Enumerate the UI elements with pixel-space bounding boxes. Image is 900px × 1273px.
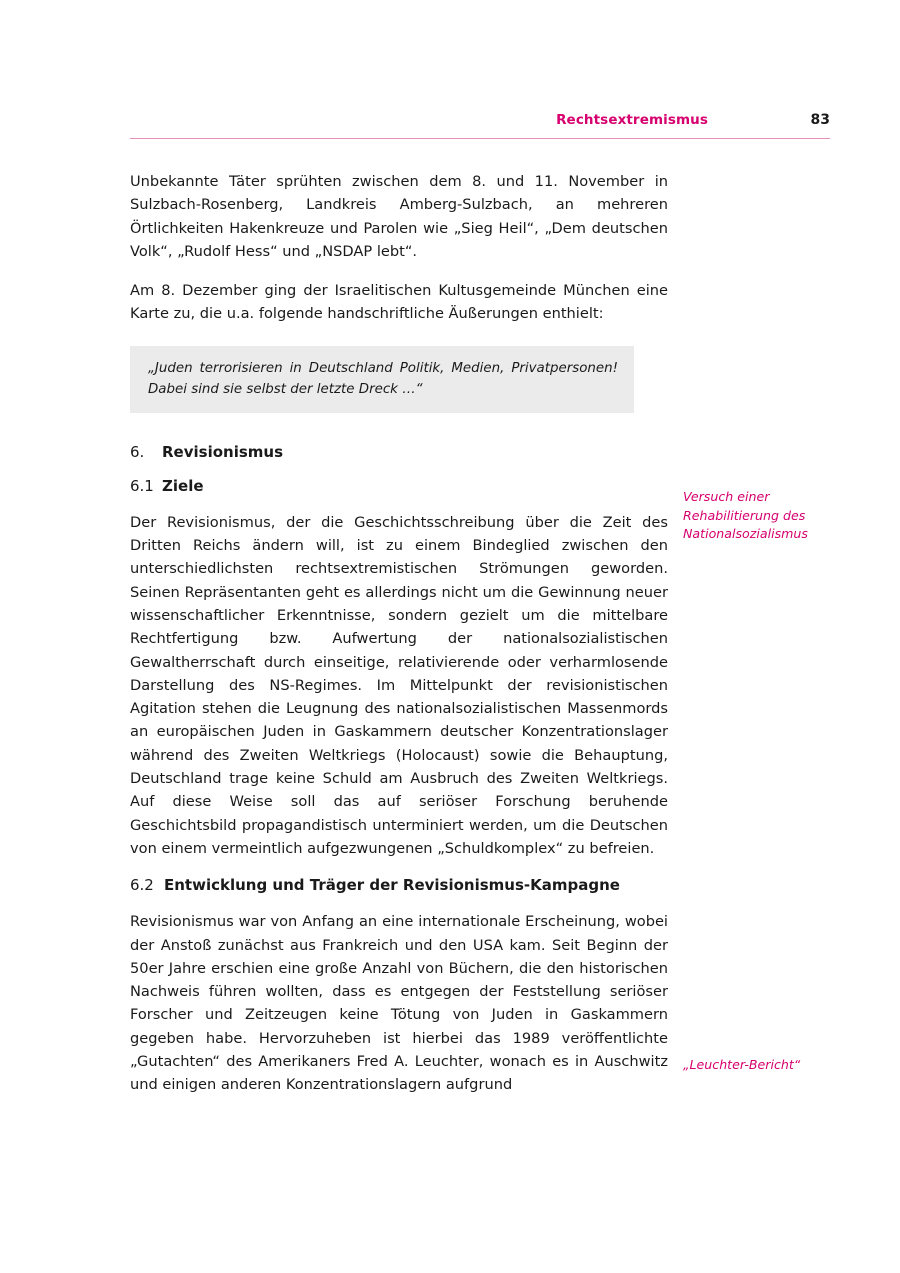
- paragraph-entwicklung-traeger: Revisionismus war von Anfang an eine internationale Erscheinung, wobei der Anstoß zunächst aus Frankreich und den USA kam. Seit Beginn der 50er Jahre erschien eine große Anzahl von Büchern, die den historischen Nachweis führen wollten, dass es entgegen der Feststellung seriöser Forscher und Zeitzeugen keine Tötung von Juden in Gaskammern gegeben habe. Hervorzuheben ist hierbei das 1989 veröffentlichte „Gutachten“ des Amerikaners Fred A. Leuchter, wonach es in Auschwitz und einigen anderen Konzentrationslagern aufgrund: [130, 913, 668, 1094]
- paragraph-spacer: [130, 263, 668, 279]
- heading-6-1-text: Ziele: [162, 476, 204, 495]
- heading-6-2-number: 6.2: [130, 876, 154, 895]
- main-text-column: [130, 170, 668, 1097]
- heading-6-2: [130, 876, 668, 894]
- paragraph-november-graffiti: Unbekannte Täter sprühten zwischen dem 8. und 11. November in Sulzbach-Rosenberg, Landkreis Amberg-Sulzbach, an mehreren Örtlichkeiten Hakenkreuze und Parolen wie „Sieg Heil“, „Dem deutschen Volk“, „Rudolf Hess“ und „NSDAP lebt“.: [130, 173, 668, 260]
- margin-note-rehabilitierung: Versuch einer Rehabilitierung des Nationalsozialismus: [683, 489, 808, 542]
- header-chapter-title: Rechtsextremismus: [556, 112, 708, 128]
- paragraph-december-card: Am 8. Dezember ging der Israelitischen Kultusgemeinde München eine Karte zu, die u.a. folgende handschriftliche Äußerungen enthielt:: [130, 282, 668, 323]
- heading-spacer: [130, 495, 668, 511]
- heading-6: [130, 443, 668, 461]
- margin-note-leuchter-bericht: „Leuchter-Bericht“: [683, 1057, 801, 1072]
- heading-6-number: 6.: [130, 442, 145, 461]
- quote-block: [130, 346, 634, 413]
- heading-6-1-number: 6.1: [130, 476, 154, 495]
- heading-6-2-text: Entwicklung und Träger der Revisionismus-Kampagne: [164, 876, 620, 895]
- header-divider: [130, 138, 830, 139]
- heading-6-1: [130, 477, 668, 495]
- page-header: [130, 112, 830, 128]
- paragraph-revisionismus-ziele: Der Revisionismus, der die Geschichtsschreibung über die Zeit des Dritten Reichs ändern will, ist zu einem Bindeglied zwischen den unterschiedlichsten rechtsextremistischen Strömungen geworden. Seinen Repräsentanten geht es allerdings nicht um die Gewinnung neuer wissenschaftlicher Erkenntnisse, sondern gezielt um die mittelbare Rechtfertigung bzw. Aufwertung der nationalsozialistischen Gewaltherrschaft durch einseitige, relativierende oder verharmlosende Darstellung des NS-Regimes. Im Mittelpunkt der revisionistischen Agitation stehen die Leugnung des nationalsozialistischen Massenmords an europäischen Juden in Gaskammern deutscher Konzentrationslager während des Zweiten Weltkriegs (Holocaust) sowie die Behauptung, Deutschland trage keine Schuld am Ausbruch des Zweiten Weltkriegs. Auf diese Weise soll das auf seriöser Forschung beruhende Geschichtsbild propagandistisch unterminiert werden, um die Deutschen von einem vermeintlich aufgezwungenen „Schuldkomplex“ zu befreien.: [130, 513, 668, 857]
- heading-6-text: Revisionismus: [162, 442, 284, 461]
- quote-text: „Juden terrorisieren in Deutschland Politik, Medien, Privatpersonen! Dabei sind sie selbst der letzte Dreck …“: [148, 360, 618, 397]
- header-page-number: 83: [810, 112, 830, 128]
- heading-spacer-2: [130, 894, 668, 910]
